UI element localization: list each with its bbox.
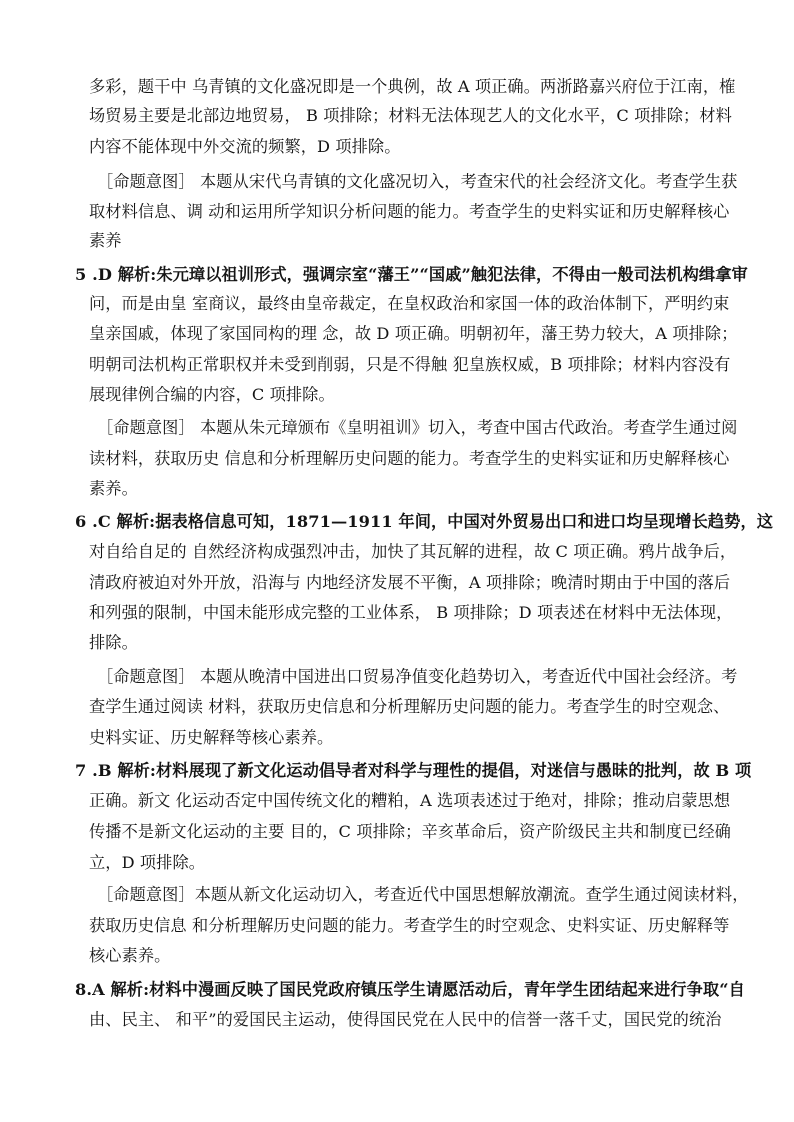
text-line: 明朝司法机构正常职权并未受到削弱，只是不得触 犯皇族权威，B 项排除；材料内容没有 <box>89 355 731 374</box>
text-line: 6 .C 解析:据表格信息可知，1871—1911 年间，中国对外贸易出口和进口均呈现增长趋势，这 <box>75 512 774 531</box>
text-line: 皇亲国戚，体现了家国同构的理 念，故 D 项正确。明朝初年，藩王势力较大，A 项排除； <box>89 324 738 343</box>
text-line: ［命题意图］ 本题从宋代乌青镇的文化盛况切入，考查宋代的社会经济文化。考查学生获 <box>97 172 738 191</box>
text-line: 8.A 解析:材料中漫画反映了国民党政府镇压学生请愿活动后，青年学生团结起来进行争取“自 <box>75 980 745 999</box>
text-line: 问，而是由皇 室商议，最终由皇帝裁定，在皇权政治和家国一体的政治体制下，严明约束 <box>89 294 730 313</box>
text-line: 清政府被迫对外开放，沿海与 内地经济发展不平衡，A 项排除；晚清时期由于中国的落后 <box>89 573 731 592</box>
text-line: 7 .B 解析:材料展现了新文化运动倡导者对科学与理性的提倡，对迷信与愚昧的批判，故 B 项 <box>75 761 752 780</box>
text-line: 核心素养。 <box>89 946 171 965</box>
text-line: 5 .D 解析:朱元璋以祖训形式，强调宗室“藩王”“国戚”触犯法律，不得由一般司法机构缉拿审 <box>75 265 748 284</box>
text-line: 和列强的限制，中国未能形成完整的工业体系， B 项排除；D 项表述在材料中无法体现， <box>89 603 733 622</box>
text-line: 立，D 项排除。 <box>89 853 206 872</box>
text-line: ［命题意图］本题从新文化运动切入，考查近代中国思想解放潮流。查学生通过阅读材料， <box>97 885 749 904</box>
text-line: 多彩，题干中 乌青镇的文化盛况即是一个典例，故 A 项正确。两浙路嘉兴府位于江南，榷 <box>89 77 736 96</box>
text-line: 取材料信息、调 动和运用所学知识分析问题的能力。考查学生的史料实证和历史解释核心 <box>89 202 730 221</box>
text-line: 展现律例合编的内容，C 项排除。 <box>89 385 335 404</box>
text-line: 由、民主、 和平”的爱国民主运动，使得国民党在人民中的信誉一落千丈，国民党的统治 <box>89 1010 722 1029</box>
text-line: 正确。新文 化运动否定中国传统文化的糟粕，A 选项表述过于绝对，排除；推动启蒙思想 <box>89 791 731 810</box>
text-line: ［命题意图］ 本题从朱元璋颁布《皇明祖训》切入，考查中国古代政治。考查学生通过阅 <box>97 418 738 437</box>
text-line: 内容不能体现中外交流的频繁，D 项排除。 <box>89 137 401 156</box>
text-line: 传播不是新文化运动的主要 目的，C 项排除；辛亥革命后，资产阶级民主共和制度已经确 <box>89 822 731 841</box>
text-line: 素养。 <box>89 479 138 498</box>
text-line: 场贸易主要是北部边地贸易， B 项排除；材料无法体现艺人的文化水平，C 项排除；材料 <box>89 106 732 125</box>
text-line: 获取历史信息 和分析理解历史问题的能力。考查学生的时空观念、史料实证、历史解释等 <box>89 916 730 935</box>
text-line: 对自给自足的 自然经济构成强烈冲击，加快了其瓦解的进程，故 C 项正确。鸦片战争后， <box>89 542 737 561</box>
text-line: 素养 <box>89 231 122 250</box>
text-line: ［命题意图］ 本题从晚清中国进出口贸易净值变化趋势切入，考查近代中国社会经济。考 <box>97 667 738 686</box>
text-line: 史料实证、历史解释等核心素养。 <box>89 728 334 747</box>
text-line: 排除。 <box>89 633 138 652</box>
text-line: 查学生通过阅读 材料，获取历史信息和分析理解历史问题的能力。考查学生的时空观念、 <box>89 697 730 716</box>
text-line: 读材料，获取历史 信息和分析理解历史问题的能力。考查学生的史料实证和历史解释核心 <box>89 449 730 468</box>
